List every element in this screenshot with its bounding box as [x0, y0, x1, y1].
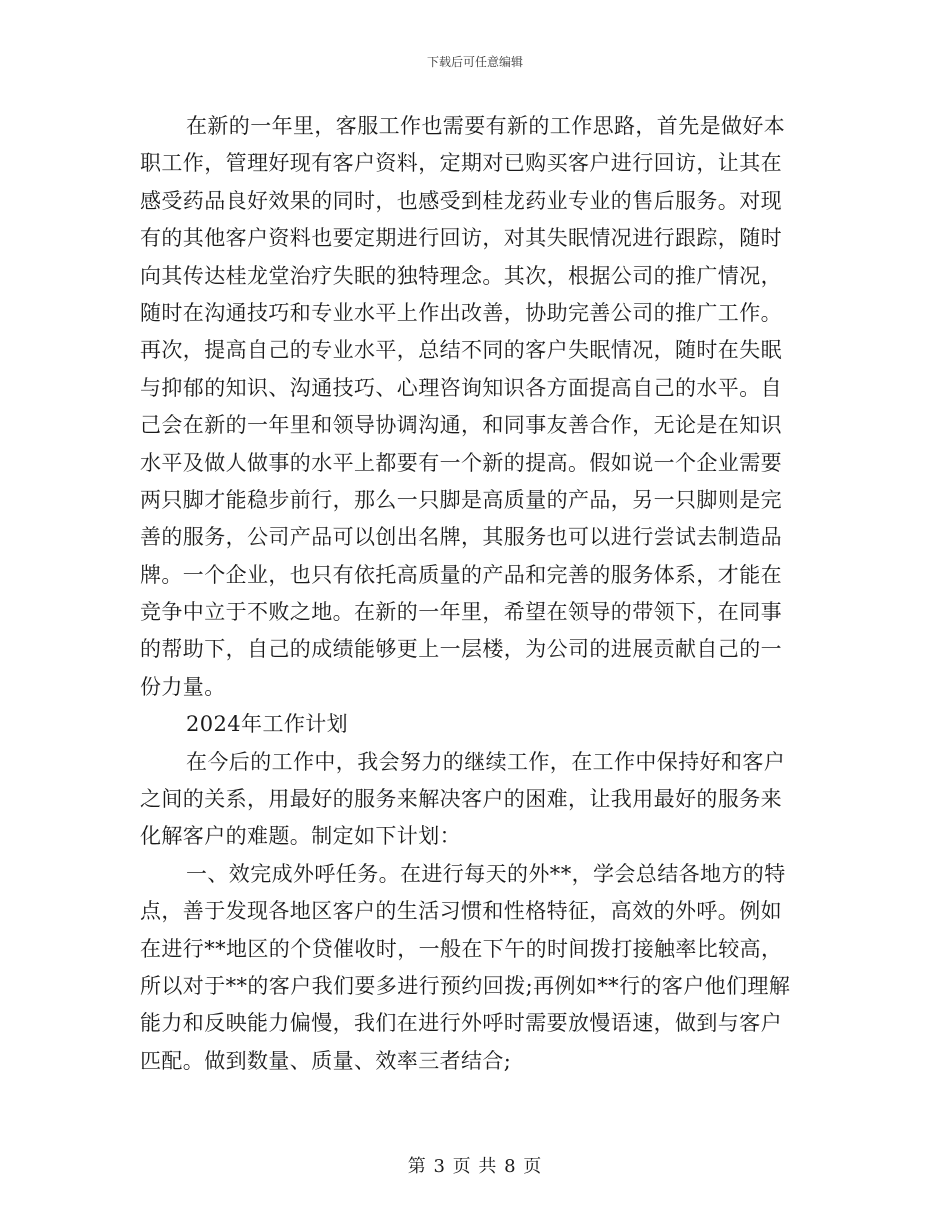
page-header: 下载后可任意编辑 [426, 55, 523, 69]
text-line: 再次，提高自己的专业水平，总结不同的客户失眠情况，随时在失眠 [140, 338, 782, 363]
text-line: 两只脚才能稳步前行，那么一只脚是高质量的产品，另一只脚则是完 [140, 487, 782, 512]
text-line: 牌。一个企业，也只有依托高质量的产品和完善的服务体系，才能在 [140, 562, 782, 587]
text-line: 点，善于发现各地区客户的生活习惯和性格特征，高效的外呼。例如 [140, 899, 782, 924]
text-line: 在今后的工作中，我会努力的继续工作，在工作中保持好和客户 [186, 749, 786, 774]
text-line: 所以对于**的客户我们要多进行预约回拨;再例如**行的客户他们理解 [140, 973, 791, 998]
text-line: 水平及做人做事的水平上都要有一个新的提高。假如说一个企业需要 [140, 450, 782, 475]
text-line: 善的服务，公司产品可以创出名牌，其服务也可以进行尝试去制造品 [140, 525, 782, 550]
text-line: 己会在新的一年里和领导协调沟通，和同事友善合作，无论是在知识 [140, 413, 782, 438]
text-line: 随时在沟通技巧和专业水平上作出改善，协助完善公司的推广工作。 [140, 300, 782, 325]
text-line: 在进行**地区的个贷催收时，一般在下午的时间拨打接触率比较高， [140, 936, 783, 961]
text-line: 感受药品良好效果的同时，也感受到桂龙药业专业的售后服务。对现 [140, 188, 782, 213]
document-body [140, 108, 804, 1080]
text-line: 化解客户的难题。制定如下计划： [140, 824, 461, 849]
text-line: 一、效完成外呼任务。在进行每天的外**，学会总结各地方的特 [186, 861, 786, 886]
page-number-footer: 第 3 页 共 8 页 [407, 1156, 543, 1177]
text-line: 能力和反映能力偏慢，我们在进行外呼时需要放慢语速，做到与客户 [140, 1011, 782, 1036]
text-line: 与抑郁的知识、沟通技巧、心理咨询知识各方面提高自己的水平。自 [140, 375, 782, 400]
text-line: 份力量。 [140, 674, 226, 699]
text-line: 有的其他客户资料也要定期进行回访，对其失眠情况进行跟踪，随时 [140, 226, 782, 251]
text-line: 在新的一年里，客服工作也需要有新的工作思路，首先是做好本 [186, 114, 786, 138]
text-line: 职工作，管理好现有客户资料，定期对已购买客户进行回访，让其在 [140, 151, 782, 176]
text-line: 向其传达桂龙堂治疗失眠的独特理念。其次，根据公司的推广情况， [140, 263, 782, 288]
text-line: 竞争中立于不败之地。在新的一年里，希望在领导的带领下，在同事 [140, 600, 782, 625]
section-heading: 2024年工作计划 [186, 712, 349, 737]
text-line: 匹配。做到数量、质量、效率三者结合; [140, 1048, 512, 1073]
text-line: 的帮助下，自己的成绩能够更上一层楼，为公司的进展贡献自己的一 [140, 637, 782, 662]
text-line: 之间的关系，用最好的服务来解决客户的困难，让我用最好的服务来 [140, 787, 782, 812]
